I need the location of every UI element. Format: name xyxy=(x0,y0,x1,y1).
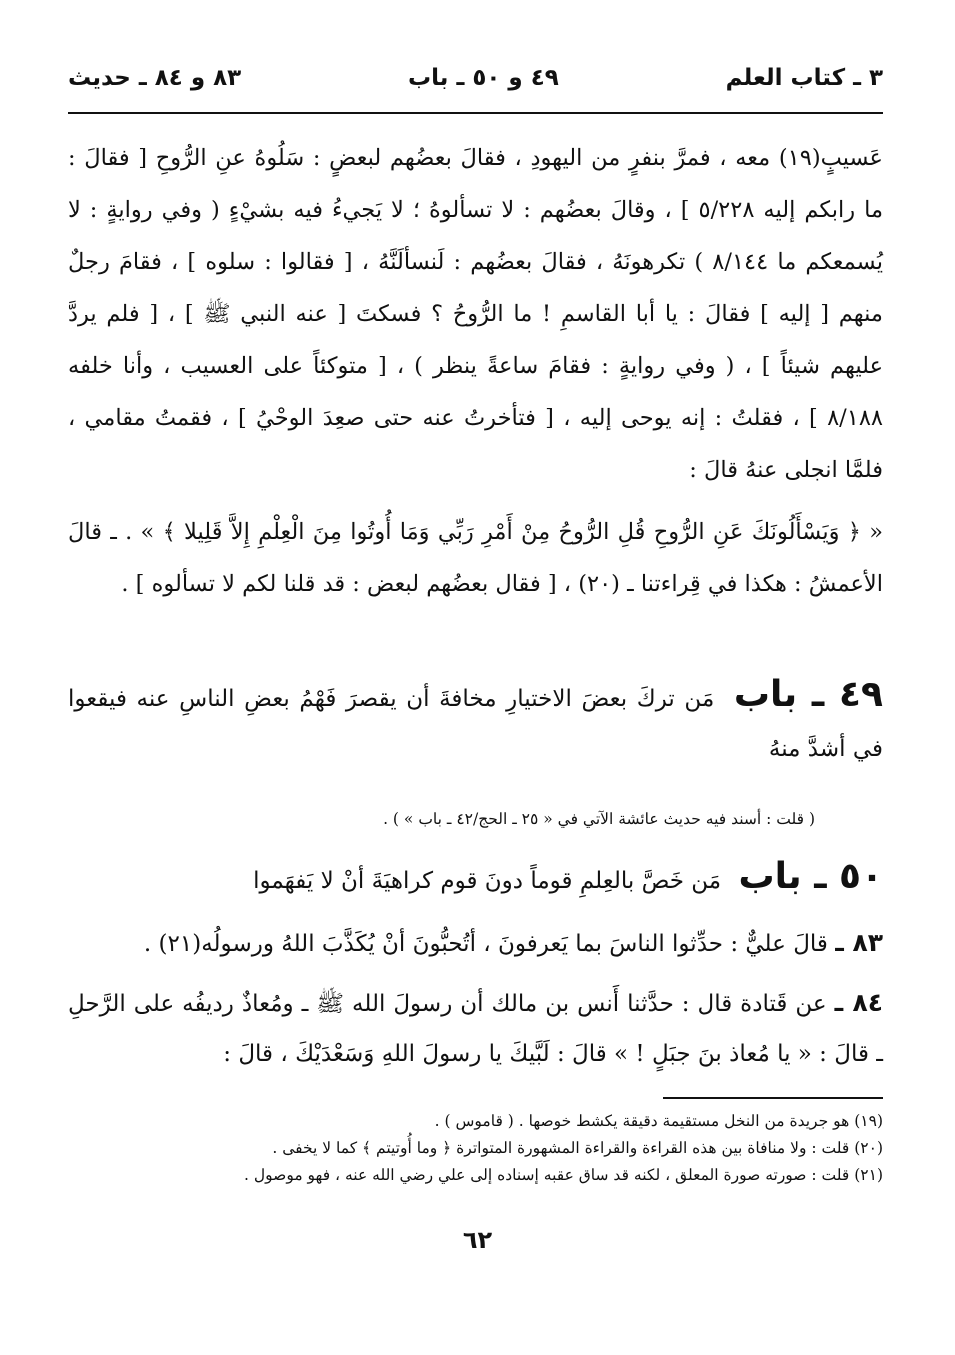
footnotes xyxy=(68,1108,883,1189)
running-header xyxy=(68,56,883,100)
footnote-21: (٢١) قلت : صورته صورة المعلق ، لكنه قد ساق عقبه إسناده إلى علي رضي الله عنه ، فهو موصول . xyxy=(244,1166,883,1184)
hadith-84-number: ٨٤ ـ xyxy=(834,988,883,1017)
hadith-83-text: قالَ عليٌّ : حدِّثوا الناسَ بما يَعرفونَ ، أتُحبُّونَ أنْ يُكَذَّبَ اللهُ ورسولُه(٢١) . xyxy=(143,931,828,957)
main-text xyxy=(68,132,883,610)
header-book-title: ٣ ـ كتاب العلم xyxy=(725,65,883,91)
chapter-49-title: مَن تركَ بعضَ الاختيارِ مخافةَ أن يقصرَ فَهْمُ بعضِ الناسِ عنه فيقعوا في أشدَّ منهُ xyxy=(68,686,883,762)
chapter-50-number: ٥٠ ـ باب xyxy=(738,856,883,897)
footnote-divider xyxy=(663,1097,883,1099)
chapter-49-heading xyxy=(68,670,883,774)
header-hadith-range: ٨٣ و ٨٤ ـ حديث xyxy=(68,65,242,91)
header-divider xyxy=(68,112,883,114)
hadith-83-number: ٨٣ ـ xyxy=(835,928,883,957)
chapter-49-number: ٤٩ ـ باب xyxy=(733,674,883,715)
page-number: ٦٢ xyxy=(462,1226,493,1254)
footnote-20: (٢٠) قلت : ولا منافاة بين هذه القراءة والقراءة المشهورة المتواترة ﴿ وما أُوتيتم ﴾ كما لا يخفى . xyxy=(272,1139,883,1157)
narration-paragraph: عَسيبٍ(١٩) معه ، فمرَّ بنفرٍ من اليهودِ ، فقالَ بعضُهم لبعضٍ : سَلُوهُ عنِ الرُّوحِ [ فقالَ : ما رابكم إليه ٥/٢٢٨ ] ، وقالَ بعضُهم : لا تسألوهُ ؛ لا يَجيءُ فيه بشيْءٍ ( وفي روايةٍ : لا يُسمعكم ما ٨/١٤٤ ) تكرهونَهُ ، فقالَ بعضُهم : لَنسألَنَّهُ ، [ فقالوا : سلوه ] ، فقامَ رجلٌ منهم [ إليه ] فقالَ : يا أبا القاسمِ ! ما الرُّوحُ ؟ فسكتَ [ عنه النبي ﷺ ] ، [ فلم يردَّ عليهم شيئاً ] ، ( وفي روايةٍ : فقامَ ساعةً ينظر ) ، [ متوكئاً على العسيب ، وأنا خلفه ٨/١٨٨ ] ، فقلتُ : إنه يوحى إليه ، [ فتأخرتُ عنه حتى صعِدَ الوحْيُ ] ، فقمتُ مقامي ، فلمَّا انجلى عنهُ قالَ : xyxy=(68,145,884,483)
hadith-84 xyxy=(68,978,883,1079)
header-chapter-range: ٤٩ و ٥٠ ـ باب xyxy=(408,65,559,91)
footnote-19: (١٩) هو جريدة من النخل مستقيمة دقيقة يكشط خوصها . ( قاموس ) . xyxy=(434,1112,883,1130)
chapter-50-title: مَن خَصَّ بالعِلمِ قوماً دونَ قوم كراهيَةَ أنْ لا يَفهَموا xyxy=(253,868,722,894)
chapter-49-note: ( قلت : أسند فيه حديث عائشة الآتي في « ٢٥ ـ الحج/٤٢ ـ باب » ) . xyxy=(383,810,815,828)
quran-verse-paragraph: « ﴿ وَيَسْأَلُونَكَ عَنِ الرُّوحِ قُلِ الرُّوحُ مِنْ أَمْرِ رَبِّي وَمَا أُوتُوا مِنَ الْعِلْمِ إِلاَّ قَلِيلا ﴾ » . ـ قالَ الأعمشُ : هكذا في قِراءتنا ـ (٢٠) ، [ فقال بعضُهم لبعض : قد قلنا لكم لا تسألوه ] . xyxy=(68,519,883,597)
hadith-83 xyxy=(68,918,883,969)
hadith-84-text: عن قَتادة قال : حدَّثنا أَنس بن مالك أن رسولَ الله ﷺ ـ ومُعاذٌ رديفُه على الرَّحلِ ـ قالَ : « يا مُعاذ بنَ جبَلٍ ! » قالَ : لَبَّيكَ يا رسولَ اللهِ وَسَعْدَيْكَ ، قالَ : xyxy=(68,991,883,1067)
chapter-50-heading xyxy=(68,852,883,906)
